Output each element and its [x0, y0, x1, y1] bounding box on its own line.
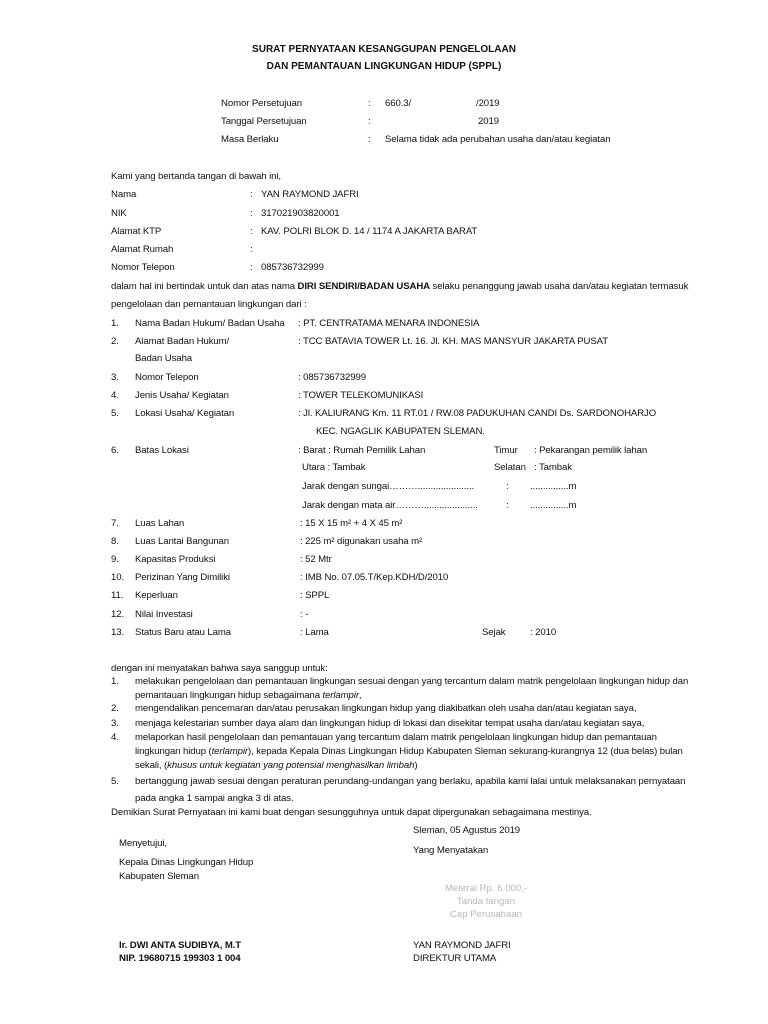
- person-ktp-address-colon: :: [250, 226, 253, 237]
- item-number: 2.: [111, 336, 119, 347]
- person-phone-value: 085736732999: [261, 262, 324, 273]
- item-number: 9.: [111, 554, 119, 565]
- approval-number-label: Nomor Persetujuan: [221, 98, 302, 109]
- item-number: 8.: [111, 536, 119, 547]
- person-phone-label: Nomor Telepon: [111, 262, 175, 273]
- boundary-north: Utara : Tambak: [302, 462, 366, 473]
- validity-value: Selama tidak ada perubahan usaha dan/atau kegiatan: [385, 134, 611, 145]
- pledge-text-part: ,: [358, 690, 362, 701]
- person-name-colon: :: [250, 189, 253, 200]
- item-value: : 085736732999: [298, 372, 366, 383]
- boundary-south-value: : Tambak: [534, 462, 572, 473]
- item-label: Luas Lahan: [135, 518, 185, 529]
- person-home-address-colon: :: [250, 244, 253, 255]
- statement-line1: [111, 281, 688, 293]
- item-number: 4.: [111, 390, 119, 401]
- item-number: 7.: [111, 518, 119, 529]
- item-value: : -: [300, 609, 309, 620]
- item-value: : Jl. KALIURANG Km. 11 RT.01 / RW.08 PADUKUHAN CANDI Ds. SARDONOHARJO: [298, 408, 657, 419]
- pledge-intro: dengan ini menyatakan bahwa saya sanggup untuk:: [111, 663, 328, 674]
- signature-placeholder: Tanda tangan: [456, 896, 516, 907]
- pledge-text: menjaga kelestarian sumber daya alam dan lingkungan hidup di lokasi dan disekitar tempat usaha dan/atau kegiatan saya,: [135, 718, 645, 729]
- item-value: : PT. CENTRATAMA MENARA INDONESIA: [298, 318, 480, 329]
- spring-distance-value: ...............m: [530, 500, 577, 511]
- pledge-text-part: ), kepada Kepala Dinas Lingkungan Hidup Kabupaten Sleman sekurang-kurangnya 12 (dua belas) bulan: [248, 746, 683, 757]
- spring-distance-label: Jarak dengan mata air……….....................: [302, 500, 478, 511]
- item-value: : 52 Mtr: [300, 554, 332, 565]
- river-distance-value: ...............m: [530, 481, 577, 492]
- item-label: Alamat Badan Hukum/: [135, 336, 230, 347]
- item-label: Lokasi Usaha/ Kegiatan: [135, 408, 235, 419]
- pledge-text-line3: [135, 760, 417, 772]
- spring-distance-colon: :: [506, 500, 509, 511]
- pledge-text-italic: terlampir: [322, 690, 359, 701]
- approval-date-colon: :: [368, 116, 371, 127]
- item-label: Luas Lantai Bangunan: [135, 536, 230, 547]
- item-label: Batas Lokasi: [135, 445, 189, 456]
- closing-text: Demikian Surat Pernyataan ini kami buat dengan sesungguhnya untuk dapat dipergunakan sebagaimana mestinya.: [111, 807, 592, 818]
- item-value: : TOWER TELEKOMUNIKASI: [298, 390, 424, 401]
- place-date: Sleman, 05 Agustus 2019: [413, 825, 521, 836]
- item-label: Status Baru atau Lama: [135, 627, 232, 638]
- pledge-text: bertanggung jawab sesuai dengan peraturan perundang-undangan yang berlaku, apabila kami lalai untuk melaksanakan pernyataan: [135, 776, 686, 787]
- pledge-number: 2.: [111, 703, 119, 714]
- pledge-number: 5.: [111, 776, 119, 787]
- approver-caption: Menyetujui,: [119, 838, 167, 849]
- boundary-east-label: Timur: [494, 445, 518, 456]
- item-value: : SPPL: [300, 590, 330, 601]
- item-number: 13.: [111, 627, 125, 638]
- item-label-line2: Badan Usaha: [135, 353, 193, 364]
- pledge-text-line2: [135, 746, 683, 758]
- pledge-text-part: sekali, (: [135, 760, 168, 771]
- official-name: Ir. DWI ANTA SUDIBYA, M.T: [119, 940, 242, 951]
- person-home-address-label: Alamat Rumah: [111, 244, 174, 255]
- pledge-number: 4.: [111, 732, 119, 743]
- item-label: Jenis Usaha/ Kegiatan: [135, 390, 229, 401]
- river-distance-label: Jarak dengan sungai………......................: [302, 481, 475, 492]
- pledge-text-italic: terlampir: [211, 746, 249, 757]
- item-value: : TCC BATAVIA TOWER Lt. 16. Jl. KH. MAS MANSYUR JAKARTA PUSAT: [298, 336, 609, 347]
- pledge-text-part: lingkungan hidup (: [135, 746, 212, 757]
- item-number: 3.: [111, 372, 119, 383]
- item-value: : Lama: [300, 627, 329, 638]
- since-label: Sejak: [482, 627, 506, 638]
- pledge-text-line2: pada angka 1 sampai angka 3 di atas.: [135, 793, 294, 804]
- person-nik-value: 317021903820001: [261, 208, 340, 219]
- since-value: : 2010: [530, 627, 557, 638]
- person-nik-colon: :: [250, 208, 253, 219]
- item-label: Keperluan: [135, 590, 178, 601]
- statement-entity-bold: DIRI SENDIRI/BADAN USAHA: [297, 281, 430, 292]
- item-value: : IMB No. 07.05.T/Kep.KDH/D/2010: [300, 572, 449, 583]
- approval-number-colon: :: [368, 98, 371, 109]
- item-label: Kapasitas Produksi: [135, 554, 216, 565]
- document-title-line1: SURAT PERNYATAAN KESANGGUPAN PENGELOLAAN: [252, 44, 516, 55]
- person-name-value: YAN RAYMOND JAFRI: [261, 189, 359, 200]
- boundary-east-value: : Pekarangan pemilik lahan: [534, 445, 648, 456]
- pledge-text: mengendalikan pencemaran dan/atau perusakan lingkungan hidup yang diakibatkan oleh usaha dan/atau kegiatan saya,: [135, 703, 637, 714]
- item-number: 10.: [111, 572, 125, 583]
- pledge-text-part: ): [414, 760, 418, 771]
- official-nip: NIP. 19680715 199303 1 004: [119, 953, 241, 964]
- approval-number-prefix: 660.3/: [385, 98, 412, 109]
- pledge-text-italic: khusus untuk kegiatan yang potensial menghasilkan limbah: [167, 760, 415, 771]
- item-label: Nama Badan Hukum/ Badan Usaha: [135, 318, 285, 329]
- boundary-south-label: Selatan: [494, 462, 526, 473]
- item-label: Perizinan Yang Dimiliki: [135, 572, 230, 583]
- company-stamp-placeholder: Cap Perusahaan: [449, 909, 522, 920]
- person-phone-colon: :: [250, 262, 253, 273]
- statement-text-2: selaku penanggung jawab usaha dan/atau kegiatan termasuk: [429, 281, 689, 292]
- approval-date-label: Tanggal Persetujuan: [221, 116, 307, 127]
- pledge-text: melakukan pengelolaan dan pemantauan lingkungan sesuai dengan yang tercantum dalam matrik pengelolaan lingkungan hidup dan: [135, 676, 689, 687]
- signer-title: DIREKTUR UTAMA: [413, 953, 497, 964]
- signer-name: YAN RAYMOND JAFRI: [413, 940, 511, 951]
- item-number: 5.: [111, 408, 119, 419]
- approval-date-year: 2019: [478, 116, 499, 127]
- person-nik-label: NIK: [111, 208, 127, 219]
- item-number: 6.: [111, 445, 119, 456]
- approver-regency: Kabupaten Sleman: [119, 871, 200, 882]
- pledge-text-part: pemantauan lingkungan hidup sebagaimana: [135, 690, 323, 701]
- approver-office: Kepala Dinas Lingkungan Hidup: [119, 857, 254, 868]
- document-title-line2: DAN PEMANTAUAN LINGKUNGAN HIDUP (SPPL): [266, 61, 502, 72]
- validity-label: Masa Berlaku: [221, 134, 279, 145]
- item-number: 12.: [111, 609, 125, 620]
- item-label: Nilai Investasi: [135, 609, 193, 620]
- item-label: Nomor Telepon: [135, 372, 199, 383]
- validity-colon: :: [368, 134, 371, 145]
- person-ktp-address-value: KAV. POLRI BLOK D. 14 / 1174 A JAKARTA BARAT: [261, 226, 478, 237]
- pledge-text-line2: [135, 690, 362, 702]
- river-distance-colon: :: [506, 481, 509, 492]
- item-value-line2: KEC. NGAGLIK KABUPATEN SLEMAN.: [316, 426, 485, 437]
- boundary-west: : Barat : Rumah Pemilik Lahan: [298, 445, 426, 456]
- pledge-text: melaporkan hasil pengelolaan dan pemantauan yang tercantum dalam matrik pengelolaan lingkungan hidup dan pemantauan: [135, 732, 657, 743]
- item-number: 11.: [111, 590, 124, 601]
- declarant-caption: Yang Menyatakan: [413, 845, 489, 856]
- item-number: 1.: [111, 318, 119, 329]
- statement-text-1: dalam hal ini bertindak untuk dan atas nama: [111, 281, 298, 292]
- statement-line2: pengelolaan dan pemantauan lingkungan dari :: [111, 299, 307, 310]
- pledge-number: 3.: [111, 718, 119, 729]
- stamp-duty-placeholder: Meterai Rp. 6.000,-: [444, 883, 528, 894]
- pledge-number: 1.: [111, 676, 119, 687]
- item-value: : 225 m² digunakan usaha m²: [300, 536, 423, 547]
- person-name-label: Nama: [111, 189, 137, 200]
- item-value: : 15 X 15 m² + 4 X 45 m²: [300, 518, 403, 529]
- approval-number-year: /2019: [476, 98, 500, 109]
- intro-text: Kami yang bertanda tangan di bawah ini,: [111, 171, 281, 182]
- person-ktp-address-label: Alamat KTP: [111, 226, 162, 237]
